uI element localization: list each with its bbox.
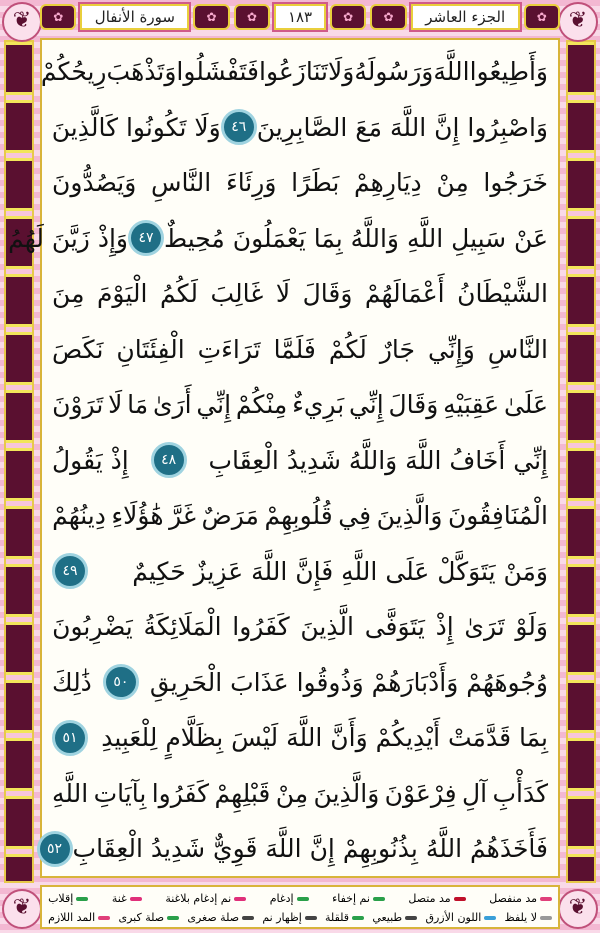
legend-label: صلة كبرى xyxy=(118,911,165,924)
color-swatch xyxy=(405,916,417,920)
color-swatch xyxy=(484,916,496,920)
verse-text: وَإِذْ زَيَّنَ لَهُمُ xyxy=(8,223,128,253)
ornament-icon: ✿ xyxy=(234,4,270,30)
color-swatch xyxy=(540,897,552,901)
word: لَكُمْ xyxy=(328,334,367,364)
word: إِذْ xyxy=(435,612,454,641)
word: وَتَذْهَبَ xyxy=(106,57,177,86)
word: يَتَوَفَّى xyxy=(364,612,425,641)
verse-text: عَنْ سَبِيلِ اللَّهِ وَاللَّهُ بِمَا يَعْمَلُونَ مُحِيطٌ xyxy=(163,223,548,253)
legend-label: طبيعي xyxy=(372,911,403,924)
legend-label: إدغام xyxy=(269,892,294,905)
word: مَرَضٌ xyxy=(201,501,259,530)
word: بَطَرًا xyxy=(291,168,340,197)
word: اللَّهَ xyxy=(433,57,470,86)
legend-label: مد متصل xyxy=(408,892,451,905)
word: لَكُمُ xyxy=(159,279,199,308)
word: بِآيَاتِ xyxy=(93,778,147,808)
legend-label: مد منفصل xyxy=(489,892,537,905)
word: وَلَوْ xyxy=(515,612,548,641)
ornament-icon: ✿ xyxy=(193,4,229,30)
word: كَفَرُوا xyxy=(151,778,210,808)
legend-item xyxy=(408,892,465,905)
text-line xyxy=(8,211,548,267)
verse-marker: ٤٧ xyxy=(128,220,164,256)
color-swatch xyxy=(242,916,254,920)
legend-item xyxy=(505,911,552,924)
word: الشَّيْطَانُ xyxy=(457,279,548,308)
word: اللَّهِ xyxy=(52,778,89,808)
word: قُلُوبِهِمْ xyxy=(264,501,333,530)
text-line xyxy=(52,599,548,655)
word: غَرَّ xyxy=(169,501,196,530)
word: وَالَّذِينَ xyxy=(313,778,380,808)
word: إِنِّي xyxy=(196,390,232,419)
quran-text-area xyxy=(8,38,560,878)
verse-text: وَاصْبِرُوا إِنَّ اللَّهَ مَعَ الصَّابِرِينَ xyxy=(256,112,548,142)
color-swatch xyxy=(540,916,552,920)
word: فَتَفْشَلُوا xyxy=(176,57,259,86)
word: وَإِنِّي xyxy=(427,334,475,364)
corner-ornament-icon: ❦ xyxy=(558,2,598,42)
verse-text: إِنِّي أَخَافُ اللَّهَ وَاللَّهُ شَدِيدُ الْعِقَابِ xyxy=(208,445,548,475)
text-line xyxy=(52,266,548,322)
text-line xyxy=(52,322,548,378)
legend-item xyxy=(332,892,385,905)
legend-label: إقلاب xyxy=(48,892,74,905)
color-swatch xyxy=(297,897,309,901)
page-number: ١٨٣ xyxy=(274,4,326,30)
legend-label: نم إخفاء xyxy=(332,892,370,905)
corner-ornament-icon: ❦ xyxy=(2,889,42,929)
legend-label: صلة صغرى xyxy=(187,911,240,924)
word: دِيَارِهِمْ xyxy=(354,168,422,197)
word: مِنْ xyxy=(436,168,469,197)
verse-marker: ٤٦ xyxy=(221,109,257,145)
word: النَّاسِ xyxy=(487,334,548,364)
surah-title: سورة الأنفال xyxy=(80,4,189,30)
word: إِنِّي xyxy=(348,390,384,419)
text-line xyxy=(52,100,548,156)
word: وَقَالَ xyxy=(302,279,353,308)
word: تَرَىٰ xyxy=(464,612,505,641)
legend-row-1 xyxy=(48,889,552,908)
verse-text: وَلَا تَكُونُوا كَالَّذِينَ xyxy=(51,112,221,142)
word: تَنَازَعُوا xyxy=(259,57,328,86)
color-swatch xyxy=(352,916,364,920)
legend-item xyxy=(48,911,110,924)
legend-label: لا يلفظ xyxy=(504,911,537,924)
word: مِنَ xyxy=(52,279,85,308)
color-swatch xyxy=(373,897,385,901)
legend-item xyxy=(489,892,552,905)
word: الْمَلَائِكَةُ xyxy=(143,612,222,641)
word: وَأَطِيعُوا xyxy=(469,57,548,86)
text-line xyxy=(52,655,548,711)
legend-item xyxy=(112,892,142,905)
word: فَلَمَّا xyxy=(273,334,316,364)
legend-label: نم إدغام بلاغنة xyxy=(165,892,232,905)
verse-text: فَأَخَذَهُمُ اللَّهُ بِذُنُوبِهِمْ إِنَّ اللَّهَ قَوِيٌّ شَدِيدُ الْعِقَابِ xyxy=(72,834,548,863)
text-line xyxy=(52,155,548,211)
legend-item xyxy=(325,911,364,924)
word: وَيَصُدُّونَ xyxy=(52,168,137,197)
verse-text: ذَٰلِكَ xyxy=(52,667,92,697)
legend-label: المد اللازم xyxy=(48,911,96,924)
corner-ornament-icon: ❦ xyxy=(558,889,598,929)
left-border-ornament xyxy=(4,40,34,883)
word: الْيَوْمَ xyxy=(96,279,148,308)
word: لَا xyxy=(275,279,291,308)
word: لَا xyxy=(108,390,123,419)
text-line xyxy=(52,544,548,600)
word: أَعْمَالَهُمْ xyxy=(364,279,445,308)
color-swatch xyxy=(130,897,142,901)
legend-item xyxy=(262,911,316,924)
word: وَرَسُولَهُ xyxy=(354,57,434,86)
word: نَكَصَ xyxy=(52,334,104,364)
corner-ornament-icon: ❦ xyxy=(2,2,42,42)
color-swatch xyxy=(305,916,317,920)
word: الْفِئَتَانِ xyxy=(116,334,185,364)
ornament-icon: ✿ xyxy=(40,4,76,30)
legend-label: قلقلة xyxy=(325,911,350,924)
color-swatch xyxy=(234,897,246,901)
word: مِنْ xyxy=(275,778,309,808)
verse-marker: ٤٩ xyxy=(52,553,88,589)
word: وَلَا xyxy=(327,57,355,86)
text-line xyxy=(40,44,548,100)
ornament-icon: ✿ xyxy=(524,4,560,30)
color-swatch xyxy=(98,916,110,920)
word: دِينُهُمْ xyxy=(52,501,106,530)
word: وَالَّذِينَ xyxy=(376,501,443,530)
legend-row-2 xyxy=(48,908,552,927)
tajweed-legend xyxy=(40,885,560,929)
word: عَلَىٰ xyxy=(503,390,548,419)
verse-text: بِمَا قَدَّمَتْ أَيْدِيكُمْ وَأَنَّ اللَّهَ لَيْسَ بِظَلَّامٍ لِلْعَبِيدِ xyxy=(101,723,548,752)
legend-item xyxy=(270,892,309,905)
word: عَقِبَيْهِ xyxy=(443,390,500,419)
verse-marker: ٥٢ xyxy=(37,831,73,867)
color-swatch xyxy=(76,897,88,901)
verse-text: وُجُوهَهُمْ وَأَدْبَارَهُمْ وَذُوقُوا عَذَابَ الْحَرِيقِ xyxy=(149,667,548,697)
verse-text: إِذْ يَقُولُ xyxy=(52,445,129,475)
text-line xyxy=(52,488,548,544)
word: كَدَأْبِ xyxy=(492,778,548,808)
right-border-ornament xyxy=(566,40,596,883)
text-line xyxy=(52,766,548,822)
color-swatch xyxy=(167,916,179,920)
word: هَٰؤُلَاءِ xyxy=(111,501,164,530)
word: فِي xyxy=(338,501,372,530)
verse-text: وَمَنْ يَتَوَكَّلْ عَلَى اللَّهِ فَإِنَّ اللَّهَ عَزِيزٌ حَكِيمٌ xyxy=(132,556,548,586)
word: فِرْعَوْنَ xyxy=(384,778,457,808)
legend-label: غنة xyxy=(111,892,127,905)
word: قَبْلِهِمْ xyxy=(214,778,271,808)
word: النَّاسِ xyxy=(151,168,212,197)
verse-marker: ٥١ xyxy=(52,720,88,756)
word: وَرِئَاءَ xyxy=(225,168,277,197)
verse-marker: ٥٠ xyxy=(103,664,139,700)
legend-label: إظهار نم xyxy=(262,911,302,924)
legend-item xyxy=(48,892,88,905)
word: تَرَوْنَ xyxy=(52,390,104,419)
word: غَالِبَ xyxy=(210,279,264,308)
text-line xyxy=(52,377,548,433)
word: كَفَرُوا xyxy=(232,612,290,641)
word: الَّذِينَ xyxy=(300,612,354,641)
word: الْمُنَافِقُونَ xyxy=(447,501,548,530)
word: بَرِيءٌ xyxy=(292,390,345,419)
word: يَضْرِبُونَ xyxy=(52,612,133,641)
word: وَقَالَ xyxy=(388,390,439,419)
legend-item xyxy=(118,911,179,924)
word: آلِ xyxy=(461,778,488,808)
ornament-icon: ✿ xyxy=(370,4,406,30)
word: خَرَجُوا xyxy=(483,168,548,197)
word: مَا xyxy=(127,390,149,419)
text-line xyxy=(52,433,548,489)
word: تَرَاءَتِ xyxy=(197,334,261,364)
page-header xyxy=(40,2,560,32)
legend-item xyxy=(425,911,496,924)
legend-item xyxy=(372,911,417,924)
text-line xyxy=(52,710,548,766)
color-swatch xyxy=(454,897,466,901)
legend-item xyxy=(165,892,246,905)
word: مِنْكُمْ xyxy=(235,390,288,419)
legend-label: اللون الأزرق xyxy=(425,911,482,924)
juz-title: الجزء العاشر xyxy=(411,4,520,30)
word: أَرَىٰ xyxy=(152,390,192,419)
text-line xyxy=(47,821,548,877)
word: جَارٌ xyxy=(379,334,416,364)
verse-marker: ٤٨ xyxy=(151,442,187,478)
legend-item xyxy=(187,911,254,924)
ornament-icon: ✿ xyxy=(330,4,366,30)
word: رِيحُكُمْ xyxy=(40,57,107,86)
